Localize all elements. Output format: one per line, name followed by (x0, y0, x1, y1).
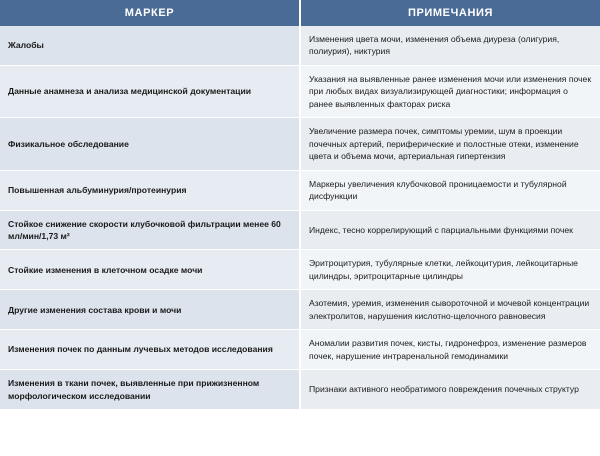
column-header-marker: МАРКЕР (0, 0, 300, 26)
table-body (0, 26, 600, 410)
table-row (0, 290, 600, 330)
table-header (0, 0, 600, 26)
cell-notes: Индекс, тесно коррелирующий с парциальными функциями почек (300, 210, 600, 250)
table-row (0, 65, 600, 117)
table-row (0, 118, 600, 170)
table-row (0, 170, 600, 210)
table-row (0, 330, 600, 370)
cell-notes: Маркеры увеличения клубочковой проницаемости и тубулярной дисфункции (300, 170, 600, 210)
cell-marker: Повышенная альбуминурия/протеинурия (0, 170, 300, 210)
cell-marker: Стойкое снижение скорости клубочковой фильтрации менее 60 мл/мин/1,73 м² (0, 210, 300, 250)
cell-notes: Азотемия, уремия, изменения сывороточной и мочевой концентрации электролитов, нарушения кислотно-щелочного равновесия (300, 290, 600, 330)
cell-marker: Физикальное обследование (0, 118, 300, 170)
table-row (0, 26, 600, 65)
cell-notes: Признаки активного необратимого повреждения почечных структур (300, 370, 600, 410)
cell-marker: Другие изменения состава крови и мочи (0, 290, 300, 330)
column-header-notes: ПРИМЕЧАНИЯ (300, 0, 600, 26)
cell-marker: Изменения в ткани почек, выявленные при прижизненном морфологическом исследовании (0, 370, 300, 410)
cell-notes: Эритроцитурия, тубулярные клетки, лейкоцитурия, лейкоцитарные цилиндры, эритроцитарные цилиндры (300, 250, 600, 290)
cell-notes: Указания на выявленные ранее изменения мочи или изменения почек при любых видах визуализирующей диагностики; информация о ранее выявленных факторах риска (300, 65, 600, 117)
cell-marker: Изменения почек по данным лучевых методов исследования (0, 330, 300, 370)
cell-notes: Увеличение размера почек, симптомы уремии, шум в проекции почечных артерий, периферические и полостные отеки, изменение цвета и объема мочи, артериальная гипертензия (300, 118, 600, 170)
cell-marker: Стойкие изменения в клеточном осадке мочи (0, 250, 300, 290)
table-row (0, 370, 600, 410)
cell-marker: Данные анамнеза и анализа медицинской документации (0, 65, 300, 117)
table-row (0, 210, 600, 250)
cell-notes: Аномалии развития почек, кисты, гидронефроз, изменение размеров почек, нарушение интраренальной гемодинамики (300, 330, 600, 370)
table-header-row (0, 0, 600, 26)
table-row (0, 250, 600, 290)
cell-marker: Жалобы (0, 26, 300, 65)
cell-notes: Изменения цвета мочи, изменения объема диуреза (олигурия, полиурия), никтурия (300, 26, 600, 65)
